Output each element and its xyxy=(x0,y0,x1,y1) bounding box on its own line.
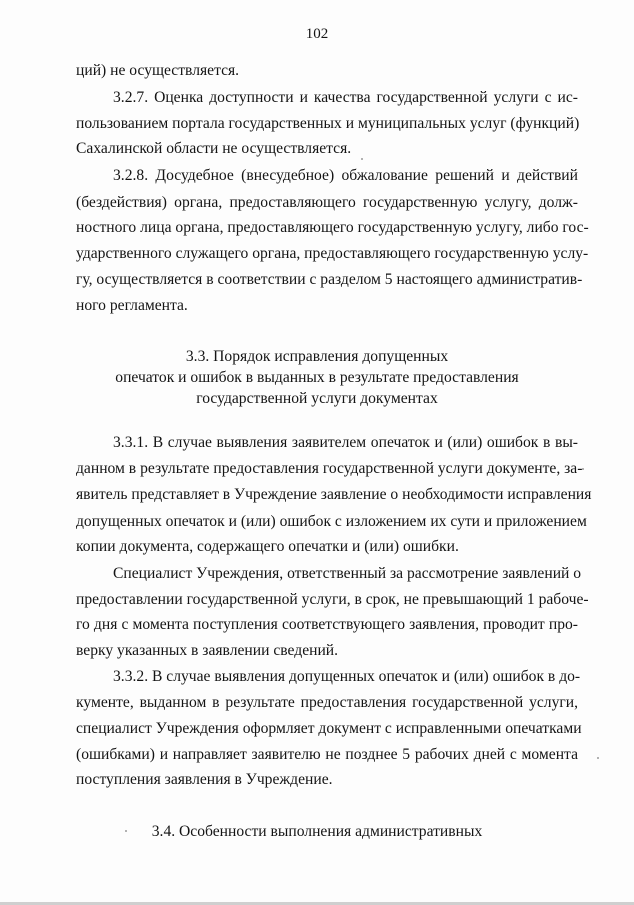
paragraph-line: 3.3.1. В случае выявления заявителем опечаток и (или) ошибок в вы- xyxy=(113,434,578,451)
paragraph-line: 3.3.2. В случае выявления допущенных опечаток и (или) ошибок в до- xyxy=(113,668,581,685)
paragraph-line: ударственного служащего органа, предоставляющего государственную услу- xyxy=(76,245,589,262)
paragraph-line: верку указанных в заявлении сведений. xyxy=(76,642,339,659)
paragraph-line: предоставлении государственной услуги, в срок, не превышающий 1 рабоче- xyxy=(76,591,589,608)
paragraph-line: го дня с момента поступления соответствующего заявления, проводит про- xyxy=(76,616,578,633)
paragraph-line: специалист Учреждения оформляет документ с исправленными опечатками xyxy=(76,720,582,737)
paragraph-line: Сахалинской области не осуществляется. xyxy=(76,140,352,157)
paragraph-line: ностного лица органа, предоставляющего государственную услугу, либо гос- xyxy=(76,219,589,236)
paragraph-line: явитель представляет в Учреждение заявление о необходимости исправления xyxy=(76,486,592,503)
paragraph-line: ного регламента. xyxy=(76,297,188,314)
paragraph-line: копии документа, содержащего опечатки и (или) ошибки. xyxy=(76,538,459,555)
section-heading: государственной услуги документах xyxy=(196,390,438,407)
paragraph-line: (бездействия) органа, предоставляющего государственную услугу, долж- xyxy=(76,194,578,211)
paragraph-line: данном в результате предоставления государственной услуги документе, за- xyxy=(76,460,583,477)
paragraph-line: Специалист Учреждения, ответственный за рассмотрение заявлений о xyxy=(113,565,582,582)
scan-speck xyxy=(125,830,127,832)
paragraph-line: ций) не осуществляется. xyxy=(76,62,240,79)
paragraph-line: гу, осуществляется в соответствии с разделом 5 настоящего административ- xyxy=(76,271,583,288)
page-number: 102 xyxy=(305,26,329,42)
paragraph-line: 3.2.8. Досудебное (внесудебное) обжалование решений и действий xyxy=(113,167,578,184)
paragraph-line: допущенных опечаток и (или) ошибок с изложением их сути и приложением xyxy=(76,513,587,530)
paragraph-line: пользованием портала государственных и муниципальных услуг (функций) xyxy=(76,115,580,132)
section-heading: 3.3. Порядок исправления допущенных xyxy=(185,348,449,365)
section-heading: 3.4. Особенности выполнения административных xyxy=(151,823,483,840)
scan-speck xyxy=(361,158,363,160)
paragraph-line: кументе, выданном в результате предоставления государственной услуги, xyxy=(76,694,578,711)
section-heading: опечаток и ошибок в выданных в результате предоставления xyxy=(115,369,519,386)
paragraph-line: 3.2.7. Оценка доступности и качества государственной услуги с ис- xyxy=(113,89,578,106)
scan-speck xyxy=(597,757,599,759)
paragraph-line: поступления заявления в Учреждение. xyxy=(76,771,333,788)
scan-speck xyxy=(582,468,584,470)
paragraph-line: (ошибками) и направляет заявителю не позднее 5 рабочих дней с момента xyxy=(76,746,578,763)
